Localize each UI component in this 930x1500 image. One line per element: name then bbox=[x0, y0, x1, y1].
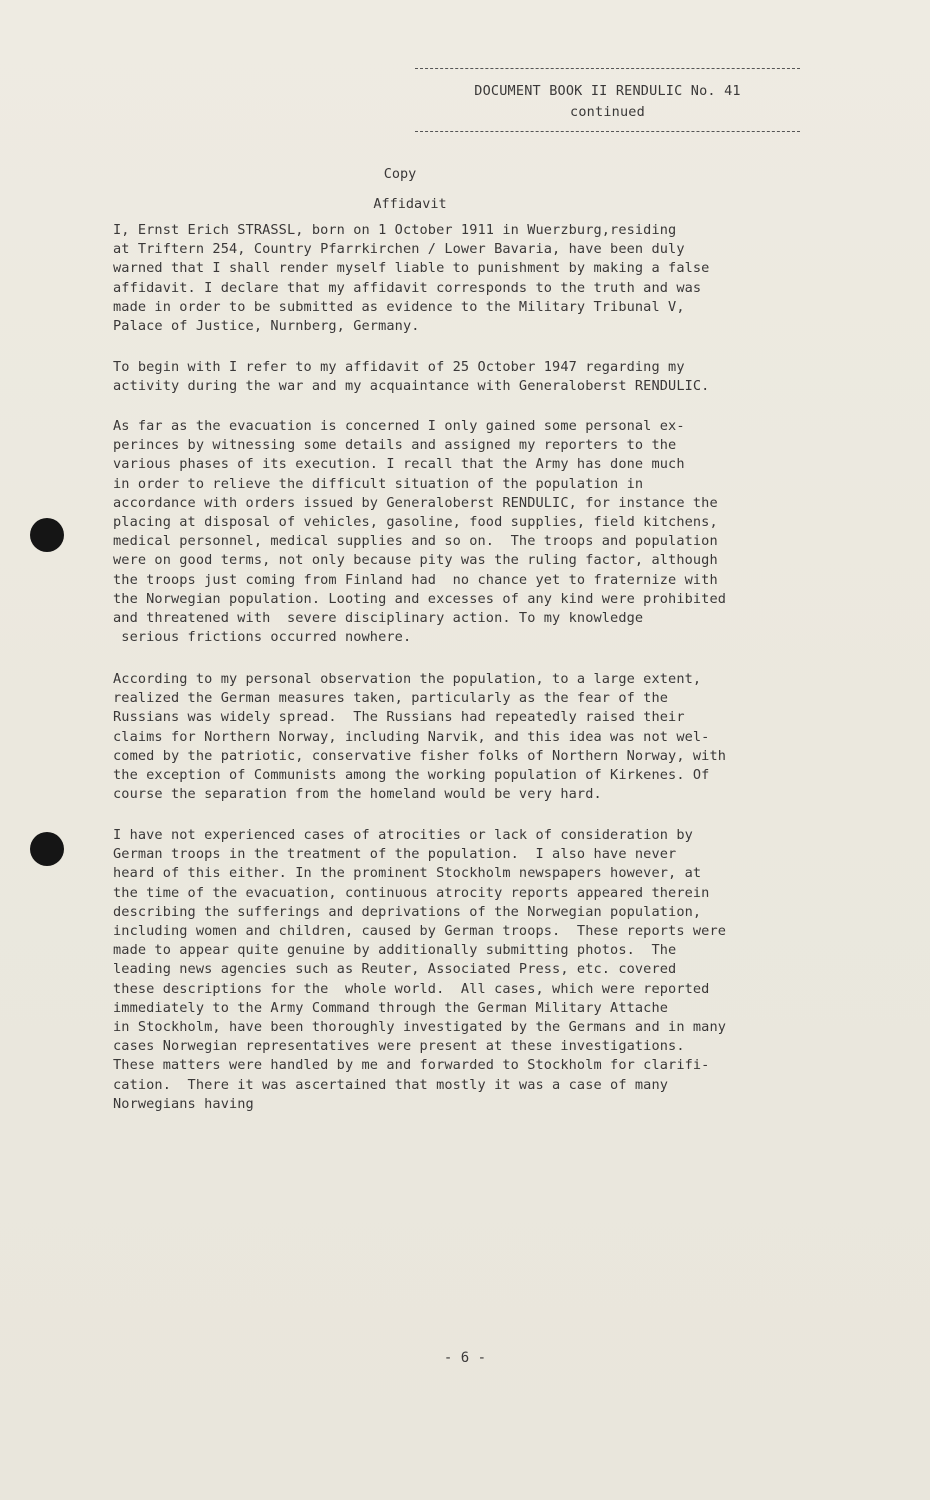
paragraph-population: According to my personal observation the population, to a large extent, realized the German measures taken, particularly as the fear of the Russians was widely spread. The Russians had repeatedly raised their claims for Northern Norway, including Narvik, and this idea was not wel- comed by the patriotic, conservative fisher folks of Northern Norway, with the exception of Communists among the working population of Kirkenes. Of course the separation from the homeland would be very hard. bbox=[113, 671, 727, 803]
page-number: - 6 - bbox=[443, 1350, 487, 1366]
paragraph-evacuation: As far as the evacuation is concerned I only gained some personal ex- perinces by witnessing some details and assigned my reporters to the various phases of its execution. I recall that the Army has done much in order to relieve the difficult situation of the population in accordance with orders issued by Generaloberst RENDULIC, for instance the placing at disposal of vehicles, gasoline, food supplies, field kitchens, medical personnel, medical supplies and so on. The troops and population were on good terms, not only because pity was the ruling factor, although the troops just coming from Finland had no chance yet to fraternize with the Norwegian population. Looting and excesses of any kind were prohibited and threatened with severe disciplinary action. To my knowledge serious frictions occurred nowhere. bbox=[113, 418, 727, 646]
header-top-rule bbox=[415, 68, 800, 69]
paragraph-reference: To begin with I refer to my affidavit of 25 October 1947 regarding my activity during the war and my acquaintance with Generaloberst RENDULIC. bbox=[113, 359, 710, 395]
punch-hole-upper bbox=[30, 518, 64, 552]
paragraph-atrocities: I have not experienced cases of atrocities or lack of consideration by German troops in the treatment of the population. I also have never heard of this either. In the prominent Stockholm newspapers however, at the time of the evacuation, continuous atrocity reports appeared therein describing the sufferings and deprivations of the Norwegian population, including women and children, caused by German troops. These reports were made to appear quite genuine by additionally submitting photos. The leading news agencies such as Reuter, Associated Press, etc. covered these descriptions for the whole world. All cases, which were reported immediately to the Army Command through the German Military Attache in Stockholm, have been thoroughly investigated by the Germans and in many cases Norwegian representatives were present at these investigations. These matters were handled by me and forwarded to Stockholm for clarifi- cation. There it was ascertained that mostly it was a case of many Norwegians having bbox=[113, 827, 727, 1112]
continued-label: continued bbox=[570, 104, 645, 120]
document-reference: DOCUMENT BOOK II RENDULIC No. 41 bbox=[474, 83, 741, 99]
header-bottom-rule bbox=[415, 131, 800, 132]
paragraph-declaration: I, Ernst Erich STRASSL, born on 1 October 1911 in Wuerzburg,residing at Triftern 254, Country Pfarrkirchen / Lower Bavaria, have been duly warned that I shall render myself liable to punishment by making a false affidavit. I declare that my affidavit corresponds to the truth and was made in order to be submitted as evidence to the Military Tribunal V, Palace of Justice, Nurnberg, Germany. bbox=[113, 222, 710, 335]
affidavit-title: Affidavit bbox=[373, 196, 447, 212]
punch-hole-lower bbox=[30, 832, 64, 866]
copy-label: Copy bbox=[383, 166, 417, 182]
